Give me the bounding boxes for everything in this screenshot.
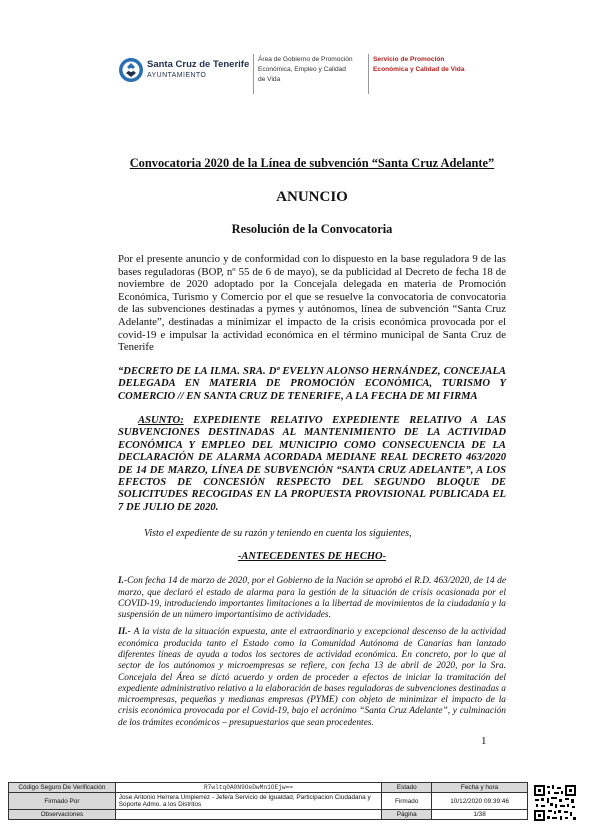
firmado-value: Jose Antonio Herrera Umpierrez - Jefe/a Servicio de Igualdad, Participacion Ciudadana y Soporte Admo. a los Distritos <box>115 793 381 810</box>
signature-table <box>8 782 528 820</box>
csv-value: R7wltq0A0N9OeDwMn1OEjw== <box>115 783 381 793</box>
brand-title: Santa Cruz de Tenerife <box>147 59 250 70</box>
area-line: de Vida <box>258 76 281 83</box>
antecedente-paragraph-2 <box>118 627 506 729</box>
city-shield-logo-icon <box>118 56 144 84</box>
visto-line: Visto el expediente de su razón y teniendo en cuenta los siguientes, <box>144 528 412 540</box>
asunto-label: ASUNTO: <box>138 414 184 426</box>
brand-subtitle: AYUNTAMIENTO <box>147 72 207 79</box>
document-title: Convocatoria 2020 de la Línea de subvención “Santa Cruz Adelante” <box>129 156 495 170</box>
service-line: Servicio de Promoción <box>373 56 445 63</box>
observaciones-label: Observaciones <box>9 810 116 820</box>
area-line: Económica, Empleo y Calidad <box>258 66 346 73</box>
decreto-paragraph: “DECRETO DE LA ILMA. SRA. Dª EVELYN ALONSO HERNÁNDEZ, CONCEJALA DELEGADA EN MATERIA DE PROMOCIÓN ECONÓMICA, TURISMO Y COMERCIO // EN SANTA CRUZ DE TENERIFE, A LA FECHA DE MI FIRMA <box>118 365 506 402</box>
asunto-paragraph <box>118 415 506 514</box>
antecedentes-heading: -ANTECEDENTES DE HECHO- <box>237 551 387 563</box>
area-block <box>258 55 376 85</box>
paragraph-text: A la vista de la situación expuesta, ante el extraordinario y excepcional descenso de la actividad económica producida tanto el Estado como la Comunidad Autónoma de Canarias han lanzado diferentes líneas de ayuda a todos los sectores de actividad económica. En concreto, por lo que al sector de los autónomos y microempresas se refiere, con fecha 13 de abril de 2020, por la Sra. Concejala del Área se dictó acuerdo y orden de proceder a efectos de iniciar la tramitación del expediente administrativo relativo a la elaboración de bases reguladoras de subvenciones destinadas a microempresas, pequeñas y medianas empresas (PYME) con objeto de minimizar el impacto de la crisis económica provocada por el Covid-19, bajo el acrónimo “Santa Cruz Adelante”, y culminación de los trámites económicos – presupuestarios que sean procedentes. <box>118 627 506 728</box>
service-block <box>373 55 513 75</box>
estado-label: Estado <box>382 783 432 793</box>
csv-label: Código Seguro De Verificación <box>9 783 116 793</box>
pagina-label: Página <box>382 810 432 820</box>
document-subheading: Resolución de la Convocatoria <box>231 222 393 236</box>
intro-paragraph: Por el presente anuncio y de conformidad con lo dispuesto en la base reguladora 9 de las bases reguladoras (BOP, nº 55 de 6 de mayo), se da publicidad al Decreto de fecha 18 de noviembre de 2020 adoptado por la Concejala delegada en materia de Promoción Económica, Turismo y Comercio por el que se resuelve la convocatoria de convocatoria de las subvenciones destinadas a pymes y autónomos, línea de subvención “Santa Cruz Adelante”, destinadas a minimizar el impacto de la crisis económica provocada por el covid-19 e impulsar la actividad económica en el término municipal de Santa Cruz de Tenerife <box>118 253 506 354</box>
estado-value: Firmado <box>382 793 432 810</box>
document-heading: ANUNCIO <box>276 189 348 205</box>
firmado-label: Firmado Por <box>9 793 116 810</box>
area-line: Área de Gobierno de Promoción <box>258 56 353 63</box>
asunto-text: EXPEDIENTE RELATIVO EXPEDIENTE RELATIVO A LAS SUBVENCIONES DESTINADAS AL MANTENIMIENTO DE LA ACTIVIDAD ECONÓMICA Y EMPLEO DEL MUNICIPIO COMO CONSECUENCIA DE LA DECLARACIÓN DE ALARMA ACORDADA MEDIANE REAL DECRETO 463/2020 DE 14 DE MARZO, LÍNEA DE SUBVENCIÓN “SANTA CRUZ ADELANTE”, A LOS EFECTOS DE CONCESIÓN RESPECTO DEL SEGUNDO BLOQUE DE SOLICITUDES RECOGIDAS EN LA PROPUESTA PROVISIONAL PUBLICADA EL 7 DE JULIO DE 2020. <box>118 414 506 513</box>
header-divider <box>253 54 254 94</box>
paragraph-number: I.- <box>118 576 128 587</box>
footer-row <box>9 810 528 820</box>
fecha-value: 10/12/2020 09:39:46 <box>432 793 528 810</box>
page-number: 1 <box>481 735 487 747</box>
verification-qr-code-icon <box>533 784 577 822</box>
header-divider <box>368 54 369 94</box>
fecha-label: Fecha y hora <box>432 783 528 793</box>
footer-row <box>9 783 528 793</box>
letterhead <box>118 52 518 98</box>
footer-row <box>9 793 528 810</box>
observaciones-value <box>115 810 381 820</box>
pagina-value: 1/38 <box>432 810 528 820</box>
paragraph-number: II.- <box>118 627 131 638</box>
service-line: Económica y Calidad de Vida <box>373 66 465 73</box>
paragraph-text: Con fecha 14 de marzo de 2020, por el Gobierno de la Nación se aprobó el R.D. 463/2020, de 14 de marzo, que declaró el estado de alarma para la gestión de la situación de crisis ocasionada por el COVID-19, introduciendo importantes limitaciones a la libertad de movimientos de la ciudadanía y la suspensión de un número importantísimo de actividades. <box>118 576 506 621</box>
document-body <box>118 156 506 729</box>
antecedente-paragraph-1 <box>118 576 506 621</box>
